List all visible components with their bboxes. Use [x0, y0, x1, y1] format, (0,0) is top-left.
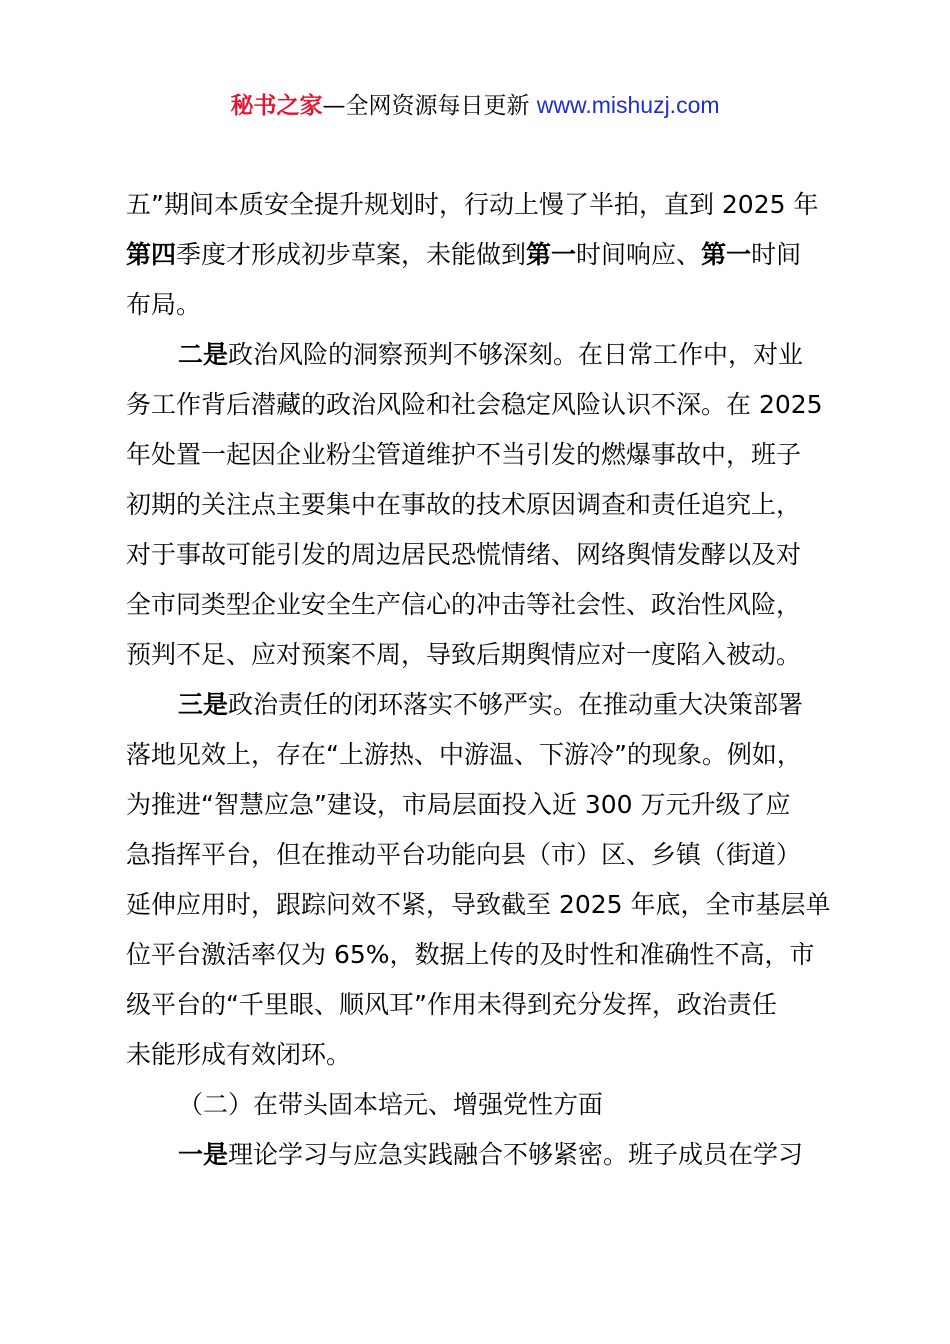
paragraph-first-line	[126, 680, 838, 730]
site-header	[0, 88, 950, 123]
text-span: 时间	[751, 240, 802, 269]
bold-text: 第一	[701, 240, 752, 269]
text-line: 五”期间本质安全提升规划时，行动上慢了半拍，直到 2025 年	[126, 190, 819, 219]
text-line: 未能形成有效闭环。	[126, 1040, 352, 1069]
paragraph-lead: 三是	[178, 690, 229, 719]
text-span: 政治风险的洞察预判不够深刻。在日常工作中，对业	[228, 340, 804, 369]
text-span: 政治责任的闭环落实不够严实。在推动重大决策部署	[228, 690, 804, 719]
text-line: 务工作背后潜藏的政治风险和社会稳定风险认识不深。在 2025	[126, 390, 823, 419]
text-line: 为推进“智慧应急”建设，市局层面投入近 300 万元升级了应	[126, 790, 791, 819]
site-tagline: —全网资源每日更新	[322, 93, 530, 119]
text-line: 延伸应用时，跟踪问效不紧，导致截至 2025 年底，全市基层单	[126, 890, 831, 919]
text-line: 对于事故可能引发的周边居民恐慌情绪、网络舆情发酵以及对	[126, 540, 802, 569]
text-span: 时间响应、	[576, 240, 702, 269]
text-line: 预判不足、应对预案不周，导致后期舆情应对一度陷入被动。	[126, 640, 802, 669]
paragraph-first-line	[126, 1130, 838, 1180]
site-brand: 秘书之家	[230, 93, 323, 119]
text-span: 季度才形成初步草案，未能做到	[176, 240, 527, 269]
text-line: 全市同类型企业安全生产信心的冲击等社会性、政治性风险，	[126, 590, 802, 619]
text-line: 落地见效上，存在“上游热、中游温、下游冷”的现象。例如，	[126, 740, 802, 769]
text-line: 初期的关注点主要集中在事故的技术原因调查和责任追究上，	[126, 490, 802, 519]
section-heading: （二）在带头固本培元、增强党性方面	[178, 1090, 604, 1119]
bold-text: 第四	[126, 240, 177, 269]
document-body	[126, 180, 838, 1180]
text-line: 年处置一起因企业粉尘管道维护不当引发的燃爆事故中，班子	[126, 440, 802, 469]
text-span: 理论学习与应急实践融合不够紧密。班子成员在学习	[228, 1140, 804, 1169]
paragraph-first-line	[126, 330, 838, 380]
text-line: 级平台的“千里眼、顺风耳”作用未得到充分发挥，政治责任	[126, 990, 777, 1019]
bold-text: 第一	[526, 240, 577, 269]
site-url-link[interactable]: www.mishuzj.com	[536, 92, 720, 118]
text-line: 布局。	[126, 290, 202, 319]
text-line: 急指挥平台，但在推动平台功能向县（市）区、乡镇（街道）	[126, 840, 802, 869]
text-line	[126, 230, 838, 280]
paragraph-lead: 一是	[178, 1140, 229, 1169]
paragraph-lead: 二是	[178, 340, 229, 369]
text-line: 位平台激活率仅为 65%，数据上传的及时性和准确性不高，市	[126, 940, 815, 969]
